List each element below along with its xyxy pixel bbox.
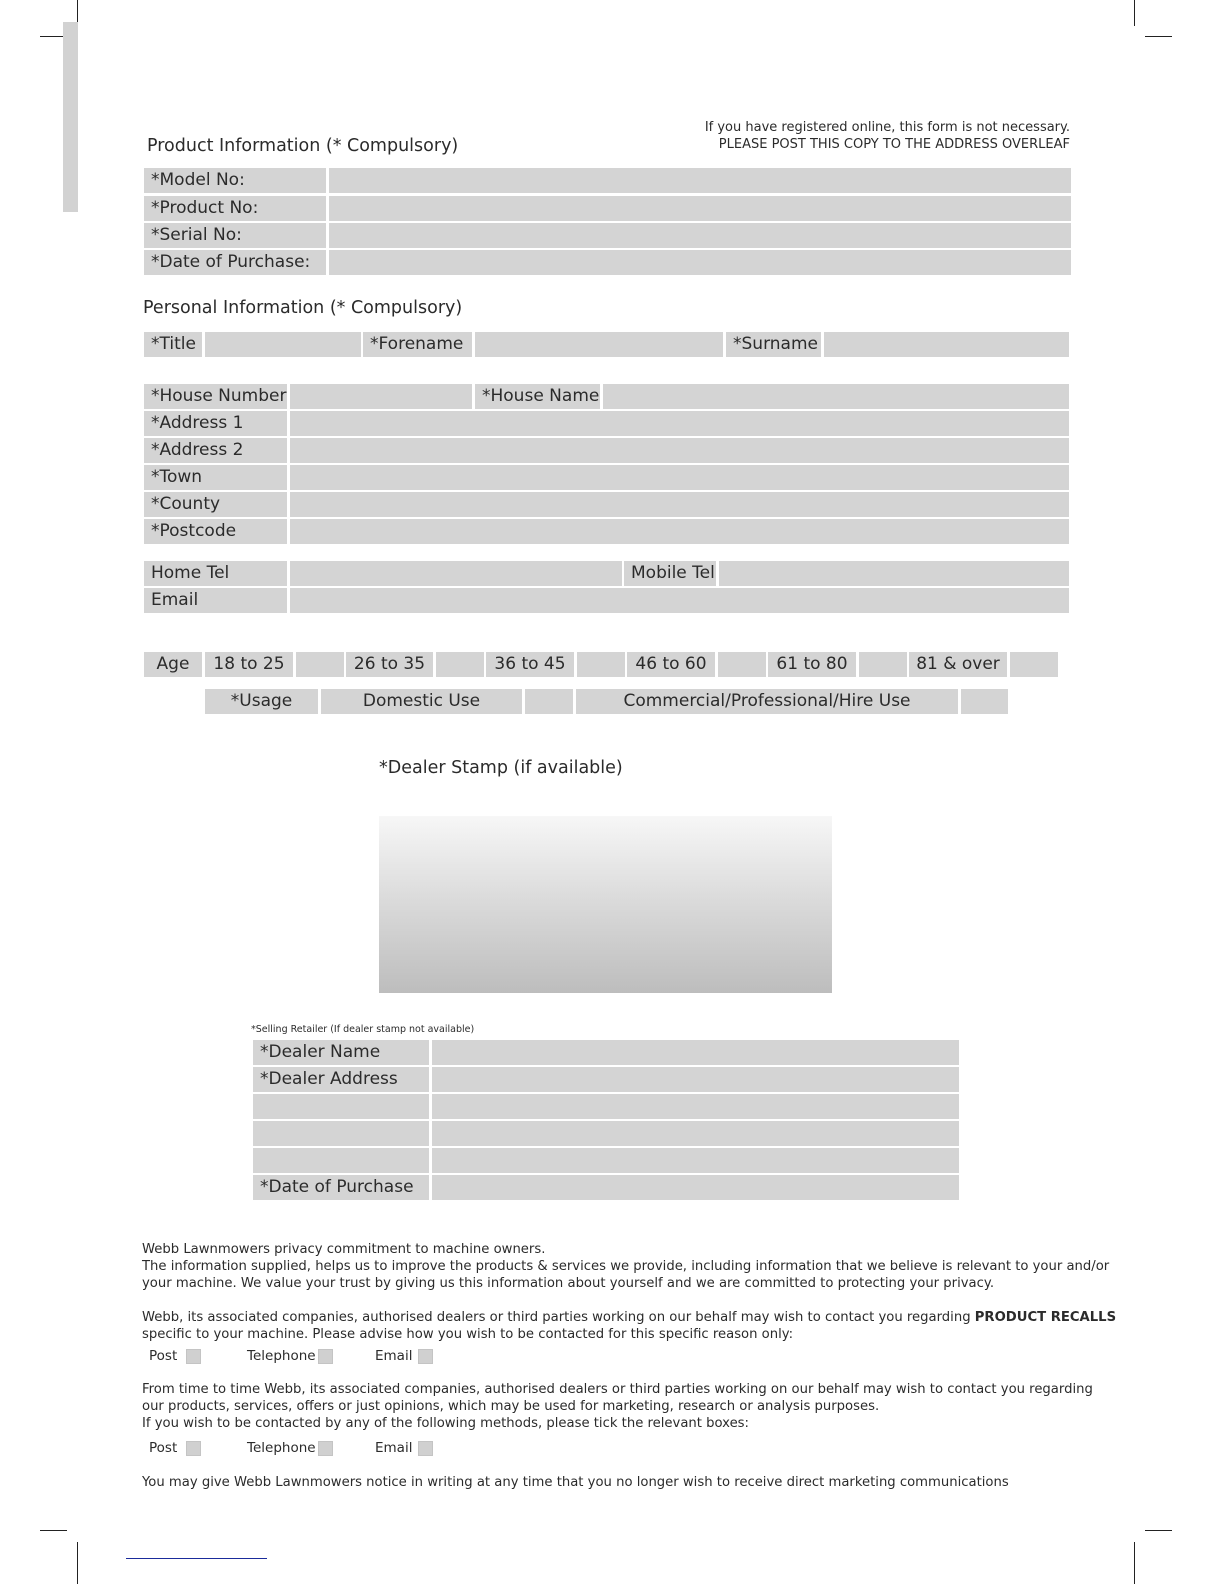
marketing-email-label: Email — [375, 1440, 413, 1456]
marketing-text: If you wish to be contacted by any of the following methods, please tick the relevant boxes: — [142, 1416, 749, 1431]
personal-section-title: Personal Information (* Compulsory) — [143, 298, 463, 318]
recall-text-start: Webb, its associated companies, authorised dealers or third parties working on our behalf may wish to contact you regarding — [142, 1310, 975, 1325]
age-option-box[interactable] — [436, 652, 484, 677]
footer-link-line — [126, 1558, 267, 1559]
age-option-label: 36 to 45 — [486, 652, 574, 677]
age-option-label: 61 to 80 — [768, 652, 856, 677]
model-field[interactable] — [329, 168, 1071, 193]
surname-field[interactable] — [824, 332, 1069, 357]
crop-mark — [1134, 1542, 1135, 1584]
dealer-stamp-area[interactable] — [379, 816, 832, 993]
domestic-use-box[interactable] — [525, 689, 573, 714]
serial-field[interactable] — [329, 223, 1071, 248]
house-name-label: *House Name — [475, 384, 600, 409]
crop-mark — [40, 1530, 67, 1531]
address2-label: *Address 2 — [144, 438, 287, 463]
serial-label: *Serial No: — [144, 223, 326, 248]
notice-text: You may give Webb Lawnmowers notice in writing at any time that you no longer wish to receive direct marketing communications — [142, 1475, 1009, 1490]
marketing-post-label: Post — [149, 1440, 178, 1456]
product-recalls-emphasis: PRODUCT RECALLS — [974, 1310, 1117, 1325]
age-option-box[interactable] — [859, 652, 907, 677]
dealer-address-spacer — [253, 1121, 429, 1146]
age-option-label: 46 to 60 — [627, 652, 715, 677]
privacy-text: The information supplied, helps us to improve the products & services we provide, including information that we believe is relevant to your and/or — [142, 1259, 1110, 1274]
selling-retailer-note: *Selling Retailer (If dealer stamp not available) — [251, 1024, 475, 1035]
crop-mark — [1145, 36, 1172, 37]
home-tel-field[interactable] — [290, 561, 622, 586]
dealer-address-spacer — [253, 1094, 429, 1119]
product-section-title: Product Information (* Compulsory) — [147, 136, 459, 156]
side-tab-marker — [63, 22, 78, 212]
product-no-field[interactable] — [329, 196, 1071, 221]
marketing-text: From time to time Webb, its associated companies, authorised dealers or third parties working on our behalf may wish to contact you regarding — [142, 1382, 1093, 1397]
crop-mark — [1145, 1530, 1172, 1531]
domestic-use-label: Domestic Use — [321, 689, 522, 714]
marketing-telephone-checkbox[interactable] — [318, 1441, 333, 1456]
house-number-label: *House Number — [144, 384, 287, 409]
recall-text — [142, 1309, 1117, 1326]
forename-label: *Forename — [363, 332, 472, 357]
commercial-use-box[interactable] — [961, 689, 1008, 714]
title-label: *Title — [144, 332, 202, 357]
house-name-field[interactable] — [603, 384, 1069, 409]
marketing-text: our products, services, offers or just opinions, which may be used for marketing, research or analysis purposes. — [142, 1399, 880, 1414]
address1-field[interactable] — [290, 411, 1069, 436]
county-field[interactable] — [290, 492, 1069, 517]
privacy-commitment — [142, 1241, 1110, 1292]
recall-telephone-checkbox[interactable] — [318, 1349, 333, 1364]
postcode-field[interactable] — [290, 519, 1069, 544]
crop-mark — [77, 0, 78, 24]
notice-paragraph — [142, 1474, 1102, 1491]
age-option-box[interactable] — [296, 652, 344, 677]
commercial-use-label: Commercial/Professional/Hire Use — [576, 689, 958, 714]
recall-paragraph — [142, 1309, 1117, 1343]
home-tel-label: Home Tel — [144, 561, 287, 586]
surname-label: *Surname — [726, 332, 821, 357]
age-option-box[interactable] — [577, 652, 625, 677]
marketing-post-checkbox[interactable] — [186, 1441, 201, 1456]
marketing-paragraph — [142, 1381, 1102, 1432]
email-field[interactable] — [290, 588, 1069, 613]
recall-telephone-label: Telephone — [247, 1348, 316, 1364]
age-option-box[interactable] — [718, 652, 766, 677]
online-note: If you have registered online, this form is not necessary. — [704, 120, 1070, 135]
purchase-date-label: *Date of Purchase: — [144, 250, 326, 275]
usage-label: *Usage — [205, 689, 318, 714]
recall-email-label: Email — [375, 1348, 413, 1364]
dealer-stamp-title: *Dealer Stamp (if available) — [379, 758, 623, 778]
postcode-label: *Postcode — [144, 519, 287, 544]
dealer-address-field[interactable] — [432, 1121, 959, 1146]
dealer-purchase-date-field[interactable] — [432, 1175, 959, 1200]
dealer-address-field[interactable] — [432, 1094, 959, 1119]
crop-mark — [77, 1542, 78, 1584]
county-label: *County — [144, 492, 287, 517]
dealer-purchase-date-label: *Date of Purchase — [253, 1175, 429, 1200]
marketing-telephone-label: Telephone — [247, 1440, 316, 1456]
header-note — [705, 120, 1070, 153]
address2-field[interactable] — [290, 438, 1069, 463]
mobile-tel-label: Mobile Tel — [624, 561, 716, 586]
privacy-heading: Webb Lawnmowers privacy commitment to machine owners. — [142, 1242, 546, 1257]
privacy-text: your machine. We value your trust by giving us this information about yourself and we are committed to protecting your privacy. — [142, 1276, 995, 1291]
dealer-address-field[interactable] — [432, 1148, 959, 1173]
age-option-label: 81 & over — [909, 652, 1007, 677]
mobile-tel-field[interactable] — [719, 561, 1069, 586]
dealer-address-spacer — [253, 1148, 429, 1173]
town-label: *Town — [144, 465, 287, 490]
house-number-field[interactable] — [290, 384, 472, 409]
forename-field[interactable] — [475, 332, 723, 357]
recall-text: specific to your machine. Please advise how you wish to be contacted for this specific reason only: — [142, 1327, 794, 1342]
crop-mark — [1134, 0, 1135, 26]
recall-email-checkbox[interactable] — [418, 1349, 433, 1364]
recall-post-checkbox[interactable] — [186, 1349, 201, 1364]
age-option-box[interactable] — [1010, 652, 1058, 677]
town-field[interactable] — [290, 465, 1069, 490]
email-label: Email — [144, 588, 287, 613]
model-label: *Model No: — [144, 168, 326, 193]
age-label: Age — [144, 652, 202, 677]
recall-post-label: Post — [149, 1348, 178, 1364]
post-note: PLEASE POST THIS COPY TO THE ADDRESS OVERLEAF — [718, 136, 1070, 152]
title-field[interactable] — [205, 332, 361, 357]
marketing-email-checkbox[interactable] — [418, 1441, 433, 1456]
address1-label: *Address 1 — [144, 411, 287, 436]
product-no-label: *Product No: — [144, 196, 326, 221]
dealer-name-field[interactable] — [432, 1040, 959, 1065]
dealer-name-label: *Dealer Name — [253, 1040, 429, 1065]
dealer-address-field[interactable] — [432, 1067, 959, 1092]
dealer-address-label: *Dealer Address — [253, 1067, 429, 1092]
age-option-label: 26 to 35 — [346, 652, 433, 677]
purchase-date-field[interactable] — [329, 250, 1071, 275]
age-option-label: 18 to 25 — [205, 652, 293, 677]
